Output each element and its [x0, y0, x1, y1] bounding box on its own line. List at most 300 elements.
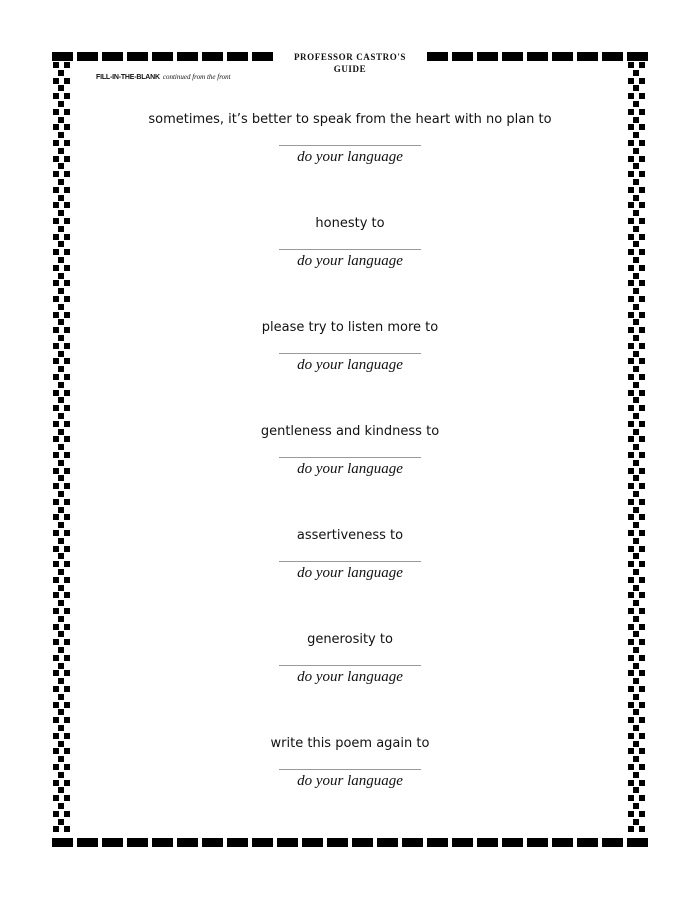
border-square: [53, 265, 59, 271]
section-tag-label: FILL-IN-THE-BLANK: [96, 74, 160, 81]
border-square: [64, 93, 70, 99]
border-square: [53, 358, 59, 364]
border-square: [58, 616, 64, 622]
border-square: [639, 218, 645, 224]
border-square: [53, 561, 59, 567]
border-square: [58, 366, 64, 372]
border-square: [633, 413, 639, 419]
border-square: [628, 436, 634, 442]
border-square: [53, 124, 59, 130]
border-left: [52, 62, 72, 838]
prompt-text: gentleness and kindness to: [260, 424, 440, 439]
border-square: [633, 553, 639, 559]
border-square: [64, 608, 70, 614]
border-square: [633, 647, 639, 653]
border-square: [58, 413, 64, 419]
border-square: [628, 390, 634, 396]
border-square: [53, 218, 59, 224]
border-square: [58, 553, 64, 559]
border-square: [628, 327, 634, 333]
border-square: [58, 507, 64, 513]
border-square: [639, 499, 645, 505]
border-square: [628, 608, 634, 614]
answer-text: do your language: [297, 773, 403, 789]
border-square: [58, 117, 64, 123]
border-square: [58, 335, 64, 341]
border-square: [639, 249, 645, 255]
border-square: [58, 787, 64, 793]
border-square: [628, 202, 634, 208]
border-square: [639, 592, 645, 598]
border-square: [64, 202, 70, 208]
border-square: [53, 62, 59, 68]
border-square: [58, 70, 64, 76]
border-square: [64, 249, 70, 255]
border-square: [639, 280, 645, 286]
border-square: [58, 569, 64, 575]
border-square: [64, 733, 70, 739]
border-square: [64, 436, 70, 442]
border-square: [628, 483, 634, 489]
border-square: [58, 491, 64, 497]
border-square: [628, 93, 634, 99]
border-square: [633, 772, 639, 778]
border-square: [58, 382, 64, 388]
border-square: [633, 803, 639, 809]
border-square: [633, 101, 639, 107]
border-square: [58, 522, 64, 528]
border-square: [639, 343, 645, 349]
border-square: [58, 600, 64, 606]
border-square: [633, 507, 639, 513]
border-bar: [452, 52, 473, 61]
border-square: [639, 171, 645, 177]
border-square: [58, 163, 64, 169]
border-bar: [527, 52, 548, 61]
answer-blank-line: [279, 769, 421, 770]
border-square: [53, 249, 59, 255]
border-square: [58, 226, 64, 232]
border-square: [53, 717, 59, 723]
prompt-text: generosity to: [307, 632, 393, 647]
border-square: [53, 468, 59, 474]
border-square: [633, 335, 639, 341]
prompt-item-5: [100, 528, 600, 582]
border-square: [633, 585, 639, 591]
border-square: [628, 405, 634, 411]
border-square: [628, 187, 634, 193]
border-square: [639, 140, 645, 146]
prompt-item-6: [100, 632, 600, 686]
border-square: [53, 452, 59, 458]
border-square: [64, 592, 70, 598]
border-square: [639, 405, 645, 411]
border-square: [633, 70, 639, 76]
border-square: [633, 273, 639, 279]
border-square: [628, 826, 634, 832]
border-square: [639, 187, 645, 193]
border-square: [628, 62, 634, 68]
border-bar: [327, 838, 348, 847]
prompt-text: assertiveness to: [296, 528, 404, 543]
border-square: [639, 811, 645, 817]
border-square: [633, 429, 639, 435]
answer-blank-line: [279, 457, 421, 458]
border-square: [53, 530, 59, 536]
border-square: [633, 195, 639, 201]
border-square: [633, 210, 639, 216]
border-square: [639, 530, 645, 536]
border-square: [639, 624, 645, 630]
border-square: [633, 491, 639, 497]
border-square: [58, 819, 64, 825]
border-square: [53, 421, 59, 427]
border-square: [633, 694, 639, 700]
border-square: [639, 327, 645, 333]
border-square: [64, 811, 70, 817]
border-square: [628, 265, 634, 271]
border-square: [628, 296, 634, 302]
border-square: [639, 717, 645, 723]
border-square: [639, 358, 645, 364]
border-bar: [52, 52, 73, 61]
border-bar: [402, 838, 423, 847]
border-square: [639, 421, 645, 427]
border-square: [58, 694, 64, 700]
border-square: [64, 374, 70, 380]
border-square: [53, 655, 59, 661]
border-square: [53, 639, 59, 645]
border-square: [58, 210, 64, 216]
border-square: [633, 616, 639, 622]
border-square: [53, 156, 59, 162]
border-square: [53, 608, 59, 614]
answer-text: do your language: [297, 253, 403, 269]
border-square: [58, 756, 64, 762]
border-square: [53, 187, 59, 193]
border-square: [633, 148, 639, 154]
border-square: [64, 514, 70, 520]
border-square: [64, 218, 70, 224]
border-bar: [552, 52, 573, 61]
border-bar: [477, 838, 498, 847]
border-bar: [52, 838, 73, 847]
border-square: [58, 132, 64, 138]
border-square: [64, 546, 70, 552]
border-square: [53, 514, 59, 520]
border-square: [53, 405, 59, 411]
border-square: [639, 436, 645, 442]
border-square: [64, 156, 70, 162]
border-square: [53, 343, 59, 349]
page-header-title: PROFESSOR CASTRO'S GUIDE: [277, 51, 423, 63]
border-square: [639, 546, 645, 552]
border-square: [628, 577, 634, 583]
border-square: [53, 499, 59, 505]
border-square: [53, 780, 59, 786]
border-square: [628, 234, 634, 240]
border-bar: [77, 52, 98, 61]
border-square: [64, 624, 70, 630]
border-square: [53, 312, 59, 318]
border-square: [64, 468, 70, 474]
border-square: [53, 702, 59, 708]
answer-text: do your language: [297, 149, 403, 165]
border-square: [639, 483, 645, 489]
border-square: [58, 678, 64, 684]
answer-blank-line: [279, 561, 421, 562]
border-square: [639, 265, 645, 271]
border-square: [64, 343, 70, 349]
border-square: [628, 795, 634, 801]
border-square: [64, 530, 70, 536]
border-square: [628, 140, 634, 146]
border-square: [58, 304, 64, 310]
border-bar: [302, 838, 323, 847]
border-square: [633, 226, 639, 232]
border-square: [64, 124, 70, 130]
border-square: [628, 546, 634, 552]
border-square: [633, 475, 639, 481]
border-square: [53, 93, 59, 99]
border-square: [639, 390, 645, 396]
answer-text: do your language: [297, 669, 403, 685]
border-square: [633, 257, 639, 263]
border-square: [639, 202, 645, 208]
border-square: [64, 764, 70, 770]
border-square: [639, 374, 645, 380]
border-square: [639, 655, 645, 661]
border-square: [628, 374, 634, 380]
prompt-text: please try to listen more to: [261, 320, 439, 335]
border-square: [639, 234, 645, 240]
border-square: [53, 624, 59, 630]
border-square: [628, 748, 634, 754]
border-bar: [577, 52, 598, 61]
border-square: [58, 444, 64, 450]
border-square: [639, 78, 645, 84]
border-square: [64, 561, 70, 567]
border-square: [628, 218, 634, 224]
border-square: [53, 280, 59, 286]
border-square: [64, 795, 70, 801]
border-square: [64, 670, 70, 676]
border-square: [639, 733, 645, 739]
border-square: [633, 319, 639, 325]
prompt-item-2: [100, 216, 600, 270]
border-square: [639, 468, 645, 474]
border-square: [53, 296, 59, 302]
border-square: [639, 702, 645, 708]
border-square: [628, 811, 634, 817]
border-square: [633, 709, 639, 715]
prompt-item-4: [100, 424, 600, 478]
border-square: [58, 585, 64, 591]
border-square: [628, 624, 634, 630]
border-square: [64, 234, 70, 240]
border-square: [633, 678, 639, 684]
border-bar: [427, 838, 448, 847]
border-square: [628, 343, 634, 349]
border-square: [64, 499, 70, 505]
border-square: [53, 546, 59, 552]
border-bar: [427, 52, 448, 61]
border-square: [628, 499, 634, 505]
border-square: [628, 312, 634, 318]
border-bar: [352, 838, 373, 847]
border-square: [53, 390, 59, 396]
border-square: [58, 709, 64, 715]
border-square: [53, 374, 59, 380]
border-square: [633, 163, 639, 169]
border-square: [64, 421, 70, 427]
border-square: [633, 117, 639, 123]
border-bar: [277, 838, 298, 847]
border-square: [58, 725, 64, 731]
border-square: [639, 795, 645, 801]
border-square: [628, 514, 634, 520]
border-bar: [252, 838, 273, 847]
border-square: [639, 670, 645, 676]
border-square: [53, 577, 59, 583]
border-square: [53, 436, 59, 442]
border-square: [628, 358, 634, 364]
border-bar: [477, 52, 498, 61]
border-square: [633, 787, 639, 793]
border-bar: [602, 838, 623, 847]
border-square: [639, 109, 645, 115]
border-square: [633, 397, 639, 403]
border-square: [639, 296, 645, 302]
border-square: [633, 382, 639, 388]
border-square: [64, 702, 70, 708]
border-square: [639, 639, 645, 645]
border-square: [639, 764, 645, 770]
border-bar: [127, 838, 148, 847]
border-square: [639, 452, 645, 458]
border-bottom: [52, 838, 648, 847]
border-square: [639, 124, 645, 130]
section-tag-subtitle: continued from the front: [162, 73, 231, 81]
border-square: [64, 62, 70, 68]
border-square: [628, 717, 634, 723]
border-square: [58, 179, 64, 185]
border-square: [58, 148, 64, 154]
border-square: [628, 280, 634, 286]
prompt-text: honesty to: [315, 216, 385, 231]
answer-blank-line: [279, 249, 421, 250]
border-square: [64, 109, 70, 115]
border-square: [53, 811, 59, 817]
border-square: [628, 530, 634, 536]
border-square: [64, 577, 70, 583]
border-square: [64, 686, 70, 692]
border-bar: [177, 838, 198, 847]
answer-blank-line: [279, 145, 421, 146]
border-square: [633, 819, 639, 825]
border-square: [53, 764, 59, 770]
border-square: [633, 304, 639, 310]
border-square: [64, 327, 70, 333]
border-square: [628, 109, 634, 115]
border-square: [628, 655, 634, 661]
prompt-text: sometimes, it’s better to speak from the heart with no plan to: [148, 112, 552, 127]
border-bar: [602, 52, 623, 61]
border-square: [64, 280, 70, 286]
border-bar: [627, 838, 648, 847]
border-square: [628, 702, 634, 708]
border-square: [64, 780, 70, 786]
border-square: [628, 733, 634, 739]
border-square: [639, 826, 645, 832]
border-square: [58, 772, 64, 778]
border-bar: [552, 838, 573, 847]
border-square: [633, 132, 639, 138]
border-square: [58, 195, 64, 201]
border-square: [628, 780, 634, 786]
border-square: [53, 234, 59, 240]
border-square: [53, 592, 59, 598]
border-square: [628, 468, 634, 474]
border-square: [639, 93, 645, 99]
border-bar: [152, 838, 173, 847]
border-square: [639, 686, 645, 692]
border-square: [64, 483, 70, 489]
border-square: [639, 514, 645, 520]
border-square: [633, 351, 639, 357]
border-square: [633, 631, 639, 637]
border-square: [58, 538, 64, 544]
border-square: [64, 358, 70, 364]
border-square: [58, 803, 64, 809]
border-square: [64, 405, 70, 411]
border-bar: [127, 52, 148, 61]
border-square: [628, 686, 634, 692]
border-square: [64, 187, 70, 193]
border-square: [53, 140, 59, 146]
border-bar: [77, 838, 98, 847]
border-square: [639, 156, 645, 162]
border-square: [633, 569, 639, 575]
border-square: [53, 202, 59, 208]
border-bar: [627, 52, 648, 61]
border-bar: [177, 52, 198, 61]
border-square: [58, 288, 64, 294]
border-square: [64, 296, 70, 302]
border-square: [633, 756, 639, 762]
prompt-text: write this poem again to: [270, 736, 430, 751]
border-square: [633, 725, 639, 731]
border-square: [639, 780, 645, 786]
border-square: [58, 273, 64, 279]
border-square: [58, 85, 64, 91]
border-square: [633, 179, 639, 185]
border-square: [58, 429, 64, 435]
border-square: [64, 140, 70, 146]
border-square: [628, 249, 634, 255]
border-bar: [502, 52, 523, 61]
border-square: [53, 686, 59, 692]
border-square: [628, 171, 634, 177]
border-square: [53, 733, 59, 739]
answer-blank-line: [279, 353, 421, 354]
border-bar: [152, 52, 173, 61]
border-square: [639, 312, 645, 318]
border-square: [64, 265, 70, 271]
answer-text: do your language: [297, 357, 403, 373]
border-square: [53, 327, 59, 333]
border-square: [58, 460, 64, 466]
